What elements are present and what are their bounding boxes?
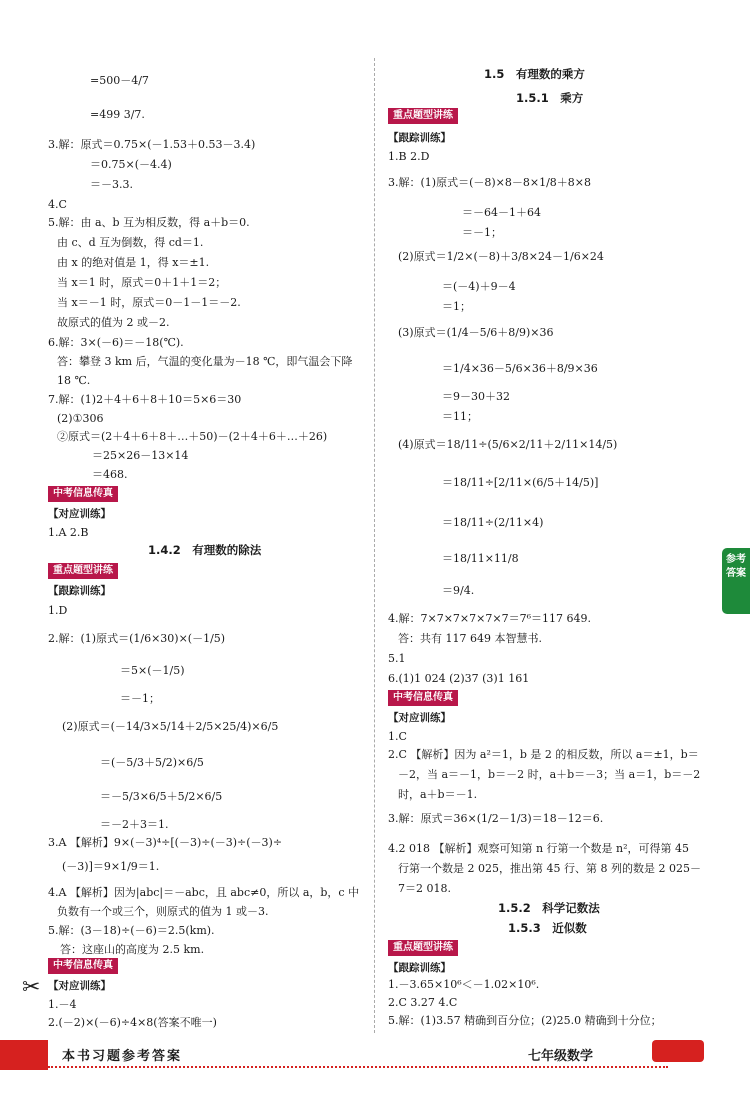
answer-line: 3.解：原式＝0.75×(－1.53＋0.53－3.4) (48, 138, 256, 151)
answer-line: ＝18/11÷[2/11×(6/5＋14/5)] (442, 476, 599, 489)
subsection-label: 【跟踪训练】 (388, 962, 451, 974)
subsection-label: 【跟踪训练】 (388, 132, 451, 144)
answer-line: 1.A 2.B (48, 526, 89, 539)
answer-line: 由 c、d 互为倒数，得 cd＝1. (57, 236, 204, 249)
answer-line: ＝9/4. (442, 584, 475, 597)
answer-line: 1.C (388, 730, 407, 743)
answer-line: ＝(－4)＋9－4 (442, 280, 516, 293)
answer-line: (3)原式＝(1/4－5/6＋8/9)×36 (398, 326, 554, 339)
answer-line: 行第一个数是 2 025，推出第 45 行、第 8 列的数是 2 025－ (398, 862, 701, 875)
answer-line: 3.A 【解析】9×(－3)⁴÷[(－3)÷(－3)÷(－3)÷ (48, 836, 283, 849)
section-heading: 1.5.3 近似数 (508, 921, 587, 935)
answer-line: (－3)]＝9×1/9＝1. (62, 860, 160, 873)
answer-line: 5.解：(3－18)÷(－6)＝2.5(km). (48, 924, 215, 937)
answer-line: ＝－5/3×6/5＋5/2×6/5 (100, 790, 223, 803)
answer-line: 4.A 【解析】因为|abc|＝－abc，且 abc≠0，所以 a，b，c 中 (48, 886, 360, 899)
answer-line: 1.B 2.D (388, 150, 430, 163)
answer-line: 4.C (48, 198, 67, 211)
subsection-label: 【对应训练】 (48, 508, 111, 520)
footer-subject: 七年级数学 (528, 1049, 594, 1064)
answer-line: 2.C 【解析】因为 a²＝1，b 是 2 的相反数，所以 a＝±1，b＝ (388, 748, 699, 761)
section-label-badge: 中考信息传真 (388, 690, 458, 706)
section-label-badge: 重点题型讲练 (48, 563, 118, 579)
answer-line: ②原式＝(2＋4＋6＋8＋…＋50)－(2＋4＋6＋…＋26) (57, 430, 328, 443)
answer-line: 1.－3.65×10⁶＜－1.02×10⁶. (388, 978, 540, 991)
answer-line: 3.解：原式＝36×(1/2－1/3)＝18－12＝6. (388, 812, 604, 825)
answer-line: 7.解：(1)2＋4＋6＋8＋10＝5×6＝30 (48, 393, 242, 406)
answer-line: ＝－2＋3＝1. (100, 818, 169, 831)
footer-dotted-rule (48, 1066, 668, 1068)
answer-line: ＝18/11×11/8 (442, 552, 519, 565)
footer-red-block (0, 1040, 48, 1070)
answer-line: 答：攀登 3 km 后，气温的变化量为－18 ℃，即气温会下降 (57, 355, 353, 368)
answer-line: 6.(1)1 024 (2)37 (3)1 161 (388, 672, 530, 685)
subsection-label: 【对应训练】 (388, 712, 451, 724)
answer-line: 4.2 018 【解析】观察可知第 n 行第一个数是 n²，可得第 45 (388, 842, 690, 855)
answer-line: 2.C 3.27 4.C (388, 996, 458, 1009)
section-label-badge: 中考信息传真 (48, 958, 118, 974)
answer-line: ＝－1； (120, 692, 160, 705)
section-heading: 1.5.2 科学记数法 (498, 901, 600, 915)
answer-line: =499 3/7. (90, 108, 145, 121)
answer-line: ＝(－5/3＋5/2)×6/5 (100, 756, 204, 769)
answer-line: 负数有一个或三个，则原式的值为 1 或－3. (57, 905, 269, 918)
section-heading: 1.4.2 有理数的除法 (148, 543, 262, 557)
answer-line: －2，当 a＝－1，b＝－2 时，a＋b＝－3；当 a＝1，b＝－2 (398, 768, 701, 781)
answer-line: 5.解：由 a、b 互为相反数，得 a＋b＝0. (48, 216, 250, 229)
answer-line: ＝18/11÷(2/11×4) (442, 516, 544, 529)
answer-line: 时，a＋b＝－1. (398, 788, 478, 801)
answer-line: 1.D (48, 604, 68, 617)
answer-side-tab[interactable]: 参考答案 (722, 548, 750, 614)
answer-line: ＝11； (442, 410, 478, 423)
subsection-label: 【对应训练】 (48, 980, 111, 992)
answer-line: =500－4/7 (90, 74, 149, 87)
answer-line: ＝25×26－13×14 (92, 449, 189, 462)
answer-line: ＝1； (442, 300, 471, 313)
answer-line: 7＝2 018. (398, 882, 451, 895)
answer-line: 2.(－2)×(－6)÷4×8(答案不唯一) (48, 1016, 217, 1029)
answer-line: 18 ℃. (57, 374, 91, 387)
answer-line: 2.解：(1)原式＝(1/6×30)×(－1/5) (48, 632, 226, 645)
answer-line: ＝－64－1＋64 (462, 206, 541, 219)
footer-title: 本书习题参考答案 (62, 1049, 183, 1064)
column-divider (374, 58, 375, 1033)
answer-line: 答：这座山的高度为 2.5 km. (60, 943, 205, 956)
answer-line: 1.－4 (48, 998, 77, 1011)
answer-line: 当 x＝1 时，原式＝0＋1＋1＝2； (57, 276, 227, 289)
footer-logo-icon (652, 1040, 704, 1062)
answer-line: 由 x 的绝对值是 1，得 x＝±1. (57, 256, 210, 269)
answer-line: ＝－1； (462, 226, 502, 239)
section-heading: 1.5 有理数的乘方 (484, 67, 585, 81)
answer-line: ＝0.75×(－4.4) (90, 158, 172, 171)
answer-line: 5.解：(1)3.57 精确到百分位；(2)25.0 精确到十分位； (388, 1014, 662, 1027)
section-label-badge: 中考信息传真 (48, 486, 118, 502)
section-label-badge: 重点题型讲练 (388, 940, 458, 956)
subsection-label: 【跟踪训练】 (48, 585, 111, 597)
answer-line: ＝5×(－1/5) (120, 664, 185, 677)
answer-line: 当 x＝－1 时，原式＝0－1－1＝－2. (57, 296, 241, 309)
answer-line: (2)①306 (57, 412, 104, 425)
scissors-icon: ✂ (22, 975, 41, 1000)
answer-line: (4)原式＝18/11÷(5/6×2/11＋2/11×14/5) (398, 438, 618, 451)
answer-line: 3.解：(1)原式＝(－8)×8－8×1/8＋8×8 (388, 176, 592, 189)
answer-line: 4.解：7×7×7×7×7×7＝7⁶＝117 649. (388, 612, 591, 625)
section-label-badge: 重点题型讲练 (388, 108, 458, 124)
answer-line: 6.解：3×(－6)＝－18(℃). (48, 336, 184, 349)
answer-line: (2)原式＝(－14/3×5/14＋2/5×25/4)×6/5 (62, 720, 279, 733)
answer-line: 答：共有 117 649 本智慧书. (398, 632, 542, 645)
answer-line: ＝1/4×36－5/6×36＋8/9×36 (442, 362, 598, 375)
answer-line: 故原式的值为 2 或－2. (57, 316, 170, 329)
section-heading: 1.5.1 乘方 (516, 91, 584, 105)
answer-line: 5.1 (388, 652, 406, 665)
answer-line: ＝－3.3. (90, 178, 133, 191)
answer-line: ＝468. (92, 468, 128, 481)
answer-line: ＝9－30＋32 (442, 390, 510, 403)
answer-line: (2)原式＝1/2×(－8)＋3/8×24－1/6×24 (398, 250, 604, 263)
